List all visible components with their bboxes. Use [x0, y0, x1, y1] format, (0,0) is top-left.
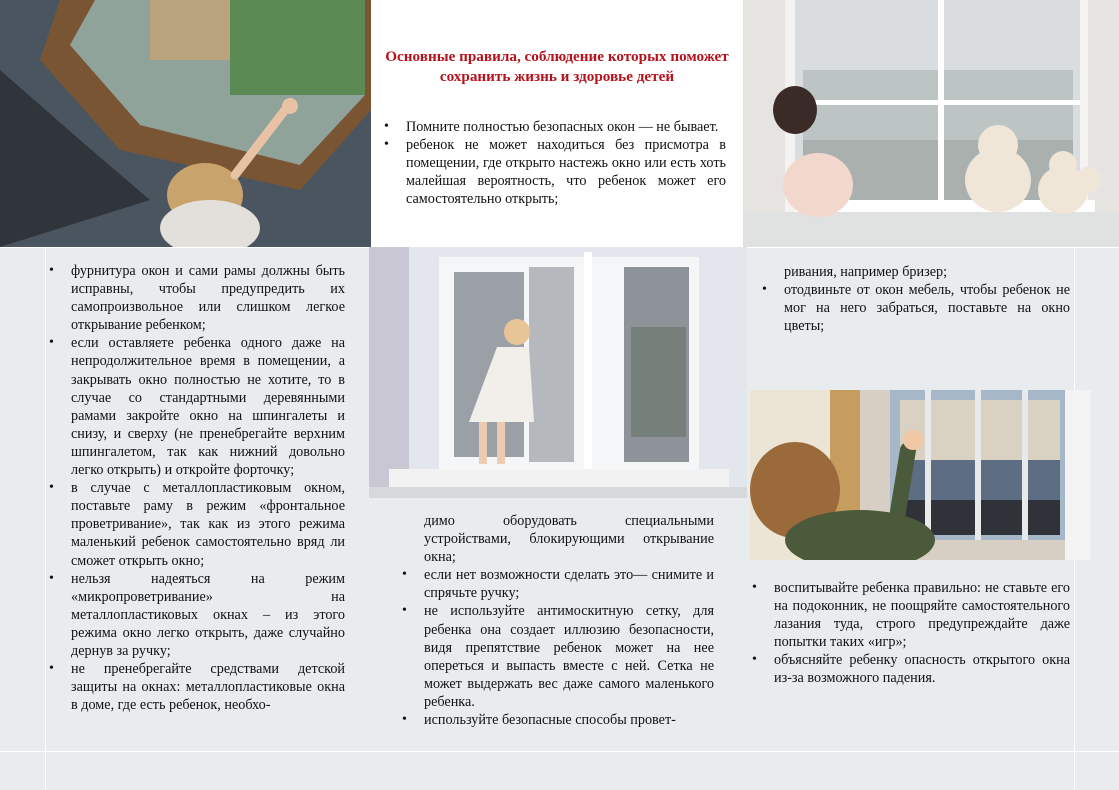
middle-column-list — [400, 566, 714, 729]
right-column-list — [760, 281, 1070, 335]
list-item: • не пренебрегайте средствами детской защиты на окнах: металлопластиковые окна в доме, где есть ребенок, необхо- — [47, 660, 345, 714]
list-item: • используйте безопасные способы провет- — [400, 711, 714, 729]
list-item: • Помните полностью безопасных окон — не бывает. — [382, 118, 726, 136]
list-item: • нельзя надеяться на режим «микропроветривание» на металлопластиковых окнах – из этого режима окно легко открыть, даже случайно дернув за ручку; — [47, 570, 345, 660]
guide-line — [45, 247, 46, 790]
list-item: • в случае с металлопластиковым окном, поставьте раму в режим «фронтальное проветривание», так как из этого режима маленький ребенок самостоятельно вряд ли сможет открыть окно; — [47, 479, 345, 569]
middle-column — [400, 512, 714, 729]
guide-line — [0, 751, 1119, 752]
right-column — [760, 263, 1070, 335]
bottom-right-list — [750, 579, 1070, 688]
page-title: Основные правила, соблюдение которых поможет сохранить жизнь и здоровье детей — [385, 48, 729, 85]
list-item: • ребенок не может находиться без присмотра в помещении, где открыто настежь окно или есть хоть малейшая вероятность, что ребенок может его самостоятельно открыть; — [382, 136, 726, 208]
list-item: • воспитывайте ребенка правильно: не ставьте его на подоконник, не поощряйте самостоятельного лазания туда, строго предупреждайте даже попытки таких «игр»; — [750, 579, 1070, 651]
list-item: • фурнитура окон и сами рамы должны быть исправны, чтобы предупредить их самопроизвольное или слишком легкое открывание ребенком; — [47, 262, 345, 334]
list-item: • отодвиньте от окон мебель, чтобы ребенок не мог на него забраться, поставьте на окно цветы; — [760, 281, 1070, 335]
continuation-text: ривания, например бризер; — [784, 264, 948, 280]
list-item: • объясняйте ребенку опасность открытого окна из-за возможного падения. — [750, 651, 1070, 687]
boy-reaching-window-photo — [750, 390, 1091, 560]
title-panel — [371, 0, 743, 247]
continuation-text: димо оборудовать специальными устройствами, блокирующими открывание окна; — [424, 513, 714, 566]
list-item: • если нет возможности сделать это— снимите и спрячьте ручку; — [400, 566, 714, 602]
list-item: • не используйте антимоскитную сетку, для ребенка она создает иллюзию безопасности, видя препятствие ребенок может на нее опереться и выпасть вместе с ней. Сетка не может выдержать вес даже самого маленького ребенка. — [400, 602, 714, 711]
girl-with-teddy-bears-photo — [743, 0, 1119, 247]
child-on-windowsill-photo — [369, 247, 747, 498]
list-item: • если оставляете ребенка одного даже на непродолжительное время в помещении, а закрывать окно полностью не хотите, то в случае со стандартными деревянными рамами закройте окно на шпингалеты и снизу, и сверху (не пренебрегайте верхним шпингалетом, так как нижний довольно легко открыть) и откройте форточку; — [47, 334, 345, 479]
girl-at-skylight-photo — [0, 0, 371, 247]
left-column-list — [47, 262, 345, 714]
intro-list — [382, 118, 726, 208]
